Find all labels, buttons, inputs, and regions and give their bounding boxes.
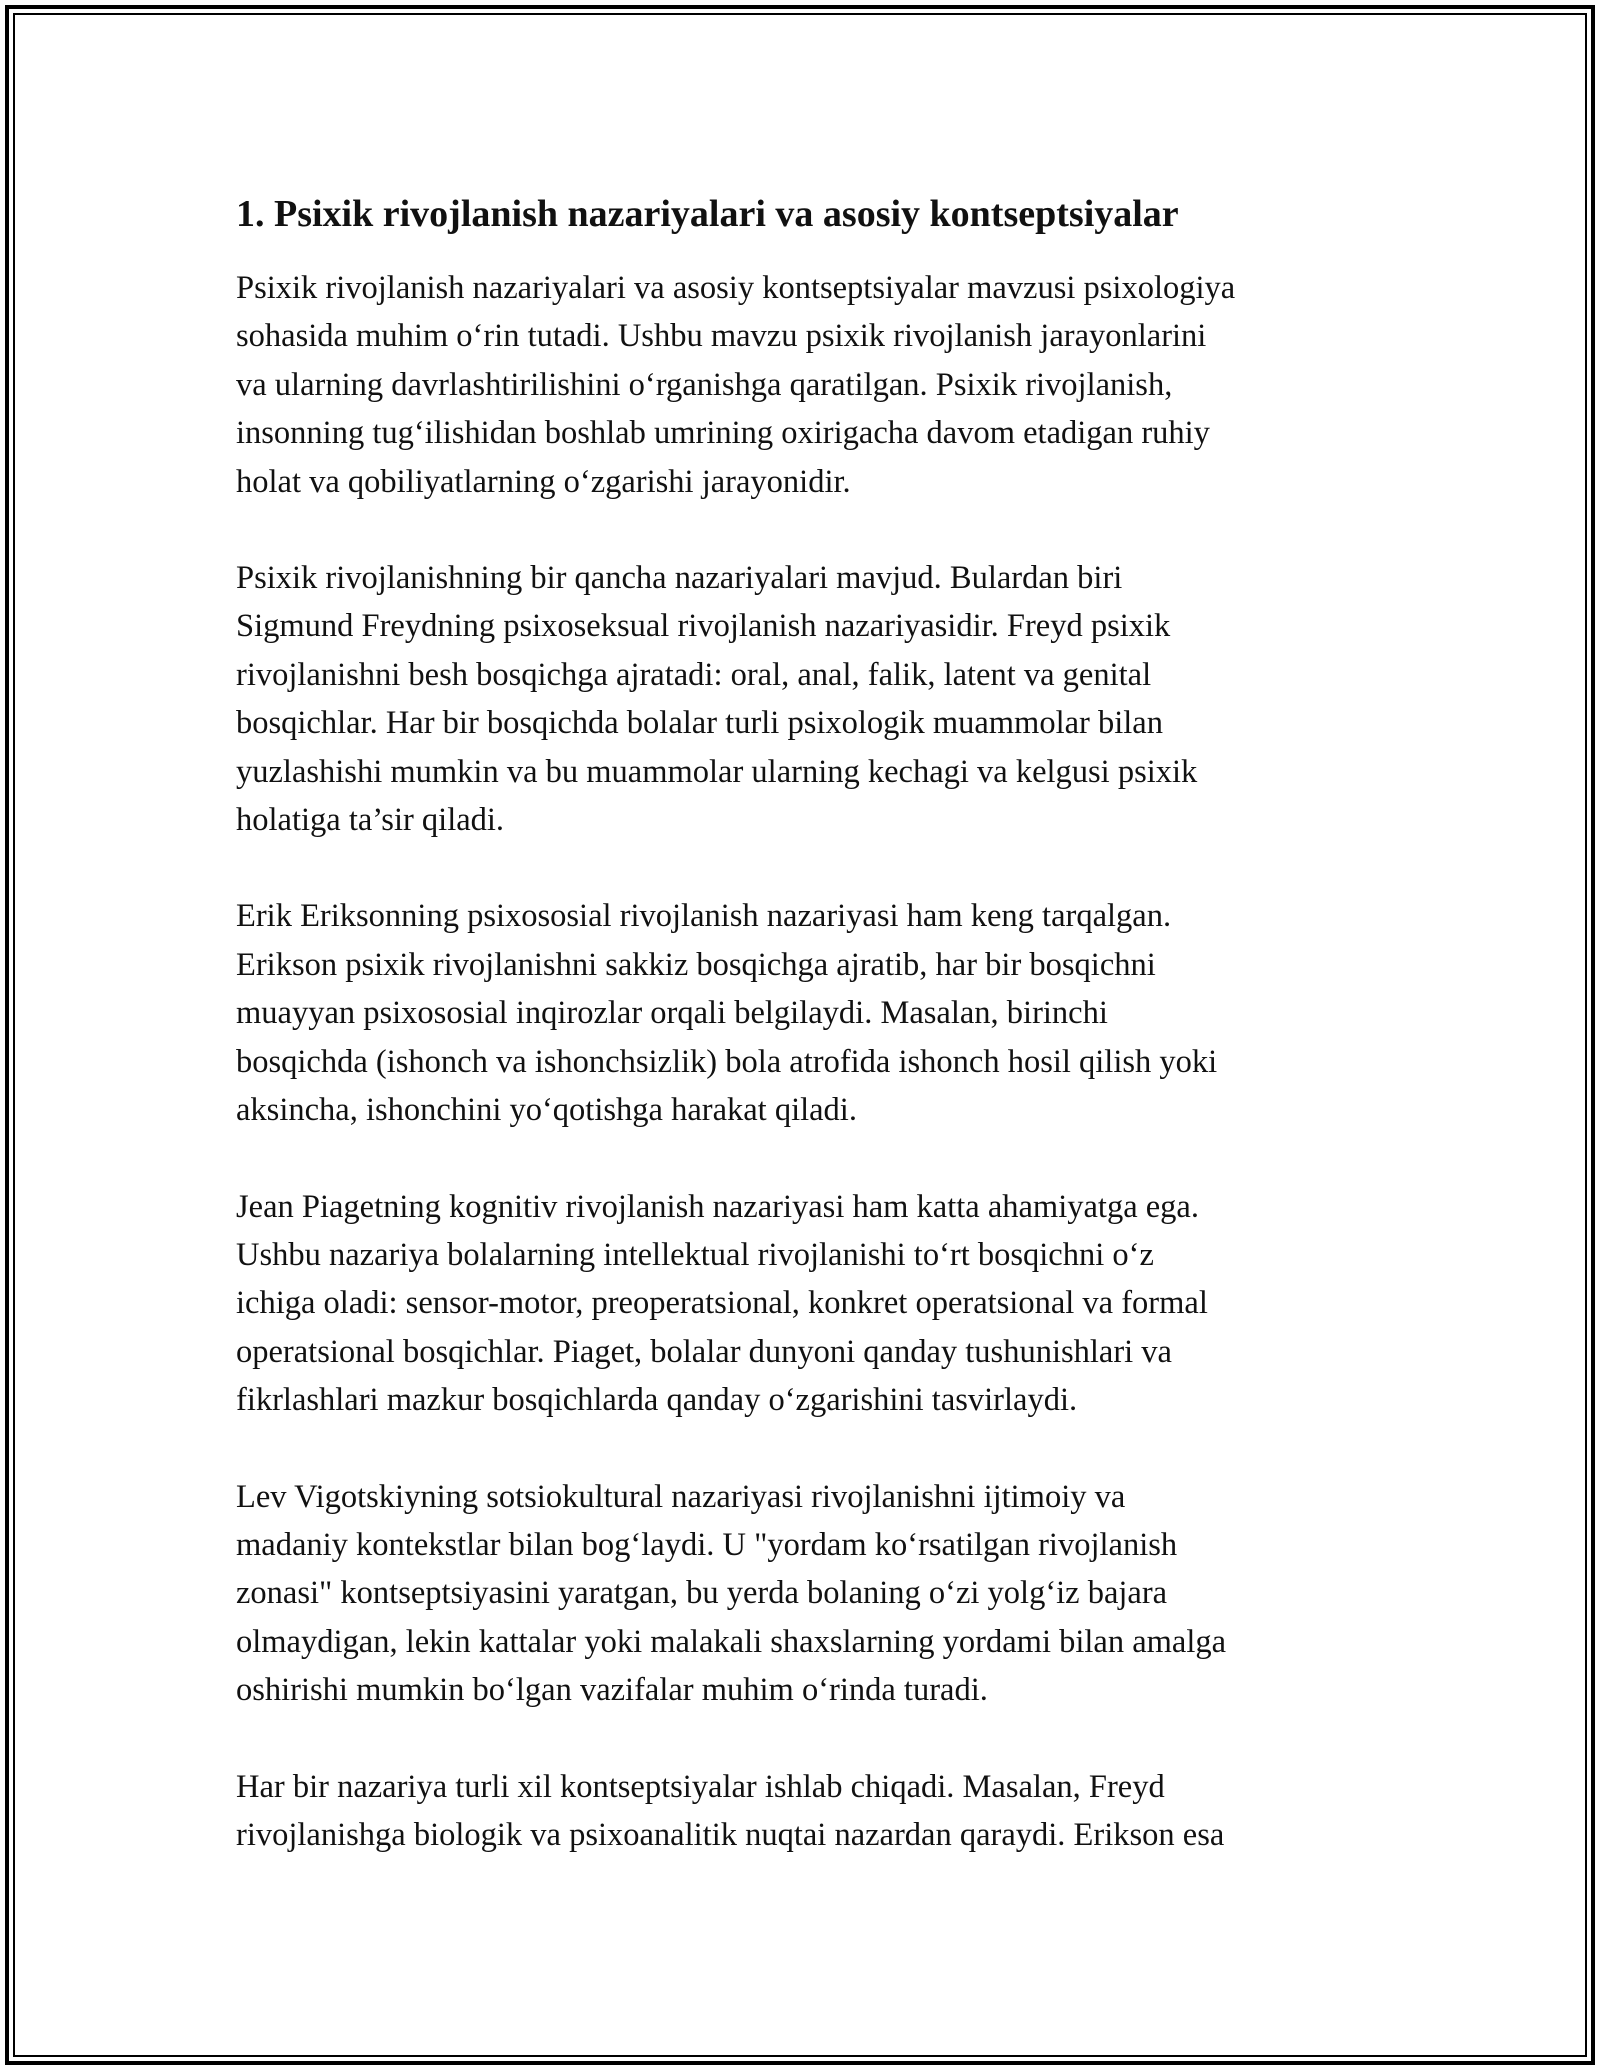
paragraph-line: madaniy kontekstlar bilan bog‘laydi. U "yordam ko‘rsatilgan rivojlanish <box>236 1526 1178 1563</box>
paragraph-line: ichiga oladi: sensor-motor, preoperatsional, konkret operatsional va formal <box>236 1285 1208 1322</box>
paragraph-line: fikrlashlari mazkur bosqichlarda qanday o‘zgarishini tasvirlaydi. <box>236 1382 1078 1419</box>
paragraph-line: Jean Piagetning kognitiv rivojlanish nazariyasi ham katta ahamiyatga ega. <box>236 1188 1199 1225</box>
paragraph-line: bosqichlar. Har bir bosqichda bolalar turli psixologik muammolar bilan <box>236 705 1163 742</box>
paragraph-line: sohasida muhim o‘rin tutadi. Ushbu mavzu psixik rivojlanish jarayonlarini <box>236 318 1207 355</box>
paragraph-6 <box>236 1763 1376 1860</box>
paragraph-line: yuzlashishi mumkin va bu muammolar ularning kechagi va kelgusi psixik <box>236 753 1198 790</box>
paragraph-line: zonasi" kontseptsiyasini yaratgan, bu yerda bolaning o‘zi yolg‘iz bajara <box>236 1575 1168 1612</box>
paragraph-line: aksincha, ishonchini yo‘qotishga harakat qiladi. <box>236 1092 857 1129</box>
paragraph-line: Psixik rivojlanish nazariyalari va asosiy kontseptsiyalar mavzusi psixologiya <box>236 270 1236 306</box>
paragraph-line: rivojlanishni besh bosqichga ajratadi: oral, anal, falik, latent va genital <box>236 656 1152 693</box>
paragraph-line: Erik Eriksonning psixososial rivojlanish nazariyasi ham keng tarqalgan. <box>236 898 1172 935</box>
paragraph-line: Lev Vigotskiyning sotsiokultural nazariyasi rivojlanishni ijtimoiy va <box>236 1478 1126 1515</box>
paragraph-line: insonning tug‘ilishidan boshlab umrining oxirigacha davom etadigan ruhiy <box>236 415 1210 452</box>
paragraph-line: Ushbu nazariya bolalarning intellektual rivojlanishi to‘rt bosqichni o‘z <box>236 1236 1154 1273</box>
paragraph-2 <box>236 554 1376 844</box>
paragraph-line: muayyan psixososial inqirozlar orqali belgilaydi. Masalan, birinchi <box>236 995 1108 1032</box>
paragraph-line: Erikson psixik rivojlanishni sakkiz bosqichga ajratib, har bir bosqichni <box>236 946 1156 983</box>
paragraph-4 <box>236 1183 1376 1425</box>
paragraph-3 <box>236 892 1376 1134</box>
paragraph-line: Har bir nazariya turli xil kontseptsiyalar ishlab chiqadi. Masalan, Freyd <box>236 1768 1165 1805</box>
paragraph-5 <box>236 1473 1376 1715</box>
paragraph-line: operatsional bosqichlar. Piaget, bolalar dunyoni qanday tushunishlari va <box>236 1333 1172 1370</box>
paragraph-line: oshirishi mumkin bo‘lgan vazifalar muhim o‘rinda turadi. <box>236 1672 988 1709</box>
paragraph-line: bosqichda (ishonch va ishonchsizlik) bola atrofida ishonch hosil qilish yoki <box>236 1043 1218 1080</box>
paragraph-line: rivojlanishga biologik va psixoanalitik nuqtai nazardan qaraydi. Erikson esa <box>236 1816 1225 1853</box>
paragraph-line: olmaydigan, lekin kattalar yoki malakali shaxslarning yordami bilan amalga <box>236 1623 1227 1660</box>
paragraph-line: va ularning davrlashtirilishini o‘rganishga qaratilgan. Psixik rivojlanish, <box>236 366 1173 403</box>
section-heading: 1. Psixik rivojlanish nazariyalari va asosiy kontseptsiyalar <box>236 193 1179 235</box>
document-body <box>236 186 1376 1907</box>
paragraph-line: holatiga ta’sir qiladi. <box>236 802 505 839</box>
paragraph-line: Psixik rivojlanishning bir qancha nazariyalari mavjud. Bulardan biri <box>236 560 1123 597</box>
paragraph-line: holat va qobiliyatlarning o‘zgarishi jarayonidir. <box>236 463 851 500</box>
paragraph-line: Sigmund Freydning psixoseksual rivojlanish nazariyasidir. Freyd psixik <box>236 608 1171 645</box>
paragraph-1 <box>236 264 1376 506</box>
